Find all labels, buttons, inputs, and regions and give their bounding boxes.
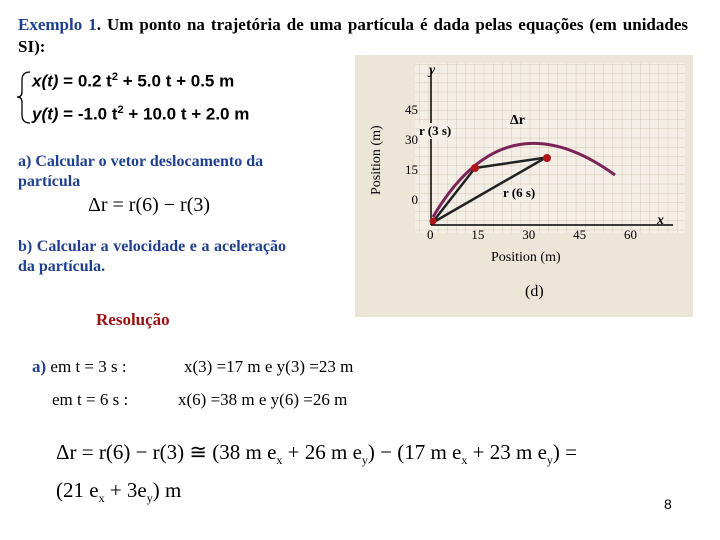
displacement-result: (21 $e_x + 3e_y$) m	[56, 478, 182, 506]
problem-statement	[18, 14, 688, 58]
panel-label: (d)	[525, 283, 544, 300]
x-axis-label: Position (m)	[491, 250, 561, 265]
question-b: b) Calcular a velocidade e a aceleração da partícula.	[18, 238, 286, 275]
problem-label: Exemplo 1	[18, 15, 97, 34]
y-axis-symbol: y	[429, 63, 436, 78]
problem-text: . Um ponto na trajetória de uma partícula é dada pelas equações (em unidades SI):	[18, 15, 688, 56]
displacement-equation: Δr = r(6) − r(3) ≅ (38 m $e_x + 26$ m $e_y) - (17$ m $e_x + 23$ m $e_y$) =	[56, 440, 577, 468]
x-tick-labels: 0 15 30 45 60	[427, 227, 637, 242]
label-r3: r (3 s)	[419, 123, 452, 138]
resolution-line2-left: em t = 6 s :	[52, 390, 129, 409]
resolution-line1-left: a) em t = 3 s :	[32, 357, 127, 376]
question-a: a) Calcular o vetor deslocamento da partícula	[18, 153, 264, 190]
resolution-line2-values: x(6) =38 m e y(6) =26 m	[178, 390, 348, 409]
y-tick-labels: 45 30 15 0	[405, 102, 418, 207]
label-r6: r (6 s)	[503, 185, 536, 200]
equation-x: x(t) = 0.2 $t^2 + 5.0$ t + 0.5 m	[32, 71, 235, 91]
question-a-formula: Δr = r(6) − r(3)	[88, 194, 211, 216]
resolution-title: Resolução	[96, 310, 170, 329]
trajectory-figure	[355, 55, 693, 317]
brace-icon	[14, 70, 34, 125]
y-axis-label: Position (m)	[369, 125, 384, 195]
point-t0	[430, 218, 437, 225]
x-axis-symbol: x	[657, 213, 664, 228]
point-t3	[471, 164, 479, 172]
point-t6	[543, 154, 551, 162]
resolution-line1-values: x(3) =17 m e y(3) =23 m	[184, 357, 354, 376]
page-number: 8	[664, 496, 672, 512]
equation-y: y(t) = -1.0 $t^2 + 10.0$ t + 2.0 m	[32, 104, 250, 124]
label-dr: Δr	[510, 113, 525, 128]
